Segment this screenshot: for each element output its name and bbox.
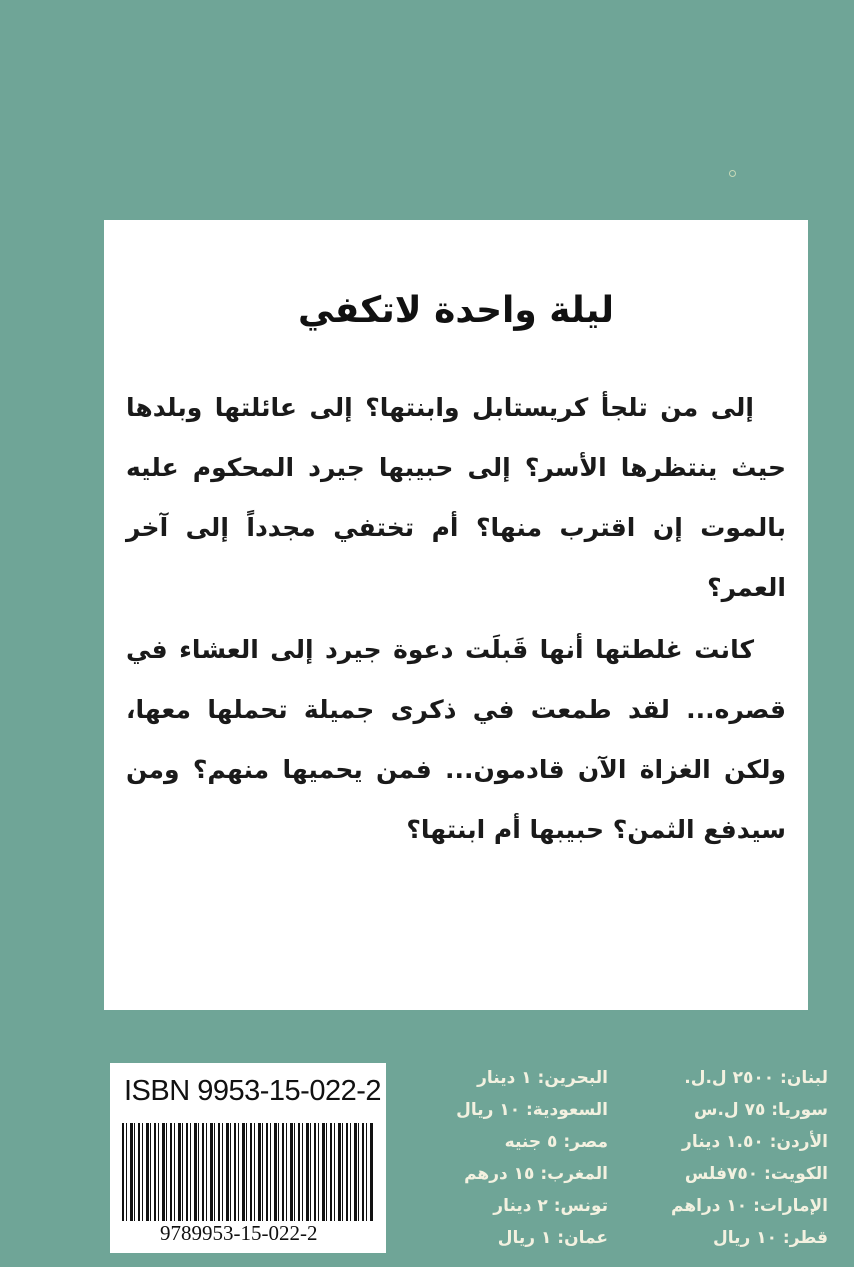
barcode-panel — [110, 1063, 386, 1253]
isbn-text: ISBN 9953-15-022-2 — [124, 1075, 381, 1107]
decorative-dot — [729, 170, 736, 177]
price-row: الكويت: ٧٥٠فلس — [684, 1164, 828, 1184]
ean-number: 9789953-15-022-2 — [160, 1221, 318, 1245]
price-row: قطر: ١٠ ريال — [713, 1228, 828, 1248]
blurb-paragraph-2: كانت غلطتها أنها قَبلَت دعوة جيرد إلى العشاء في قصره... لقد طمعت في ذكرى جميلة تحملها معها، ولكن الغزاة الآن قادمون... فمن يحميها منهم؟ ومن سيدفع الثمن؟ حبيبها أم ابنتها؟ — [126, 635, 786, 844]
price-row: تونس: ٢ دينار — [493, 1196, 608, 1216]
price-row: عمان: ١ ريال — [497, 1228, 608, 1248]
price-row: الأردن: ١.٥٠ دينار — [682, 1132, 828, 1152]
price-row: مصر: ٥ جنيه — [504, 1132, 608, 1152]
blurb-panel — [104, 220, 808, 1010]
price-list-right — [612, 1062, 828, 1254]
price-row: المغرب: ١٥ درهم — [464, 1164, 608, 1184]
barcode-bars — [122, 1123, 374, 1221]
price-row: الإمارات: ١٠ دراهم — [671, 1196, 828, 1216]
price-row: السعودية: ١٠ ريال — [456, 1100, 608, 1120]
blurb-paragraph-1: إلى من تلجأ كريستابل وابنتها؟ إلى عائلتها وبلدها حيث ينتظرها الأسر؟ إلى حبيبها جيرد المحكوم عليه بالموت إن اقترب منها؟ أم تختفي مجدداً إلى آخر العمر؟ — [126, 393, 786, 602]
price-row: سوريا: ٧٥ ل.س — [693, 1100, 828, 1120]
price-row: البحرين: ١ دينار — [477, 1068, 608, 1088]
price-row: لبنان: ٢٥٠٠ ل.ل. — [684, 1068, 828, 1088]
price-list-middle — [400, 1062, 608, 1254]
book-title: ليلة واحدة لاتكفي — [297, 290, 615, 331]
